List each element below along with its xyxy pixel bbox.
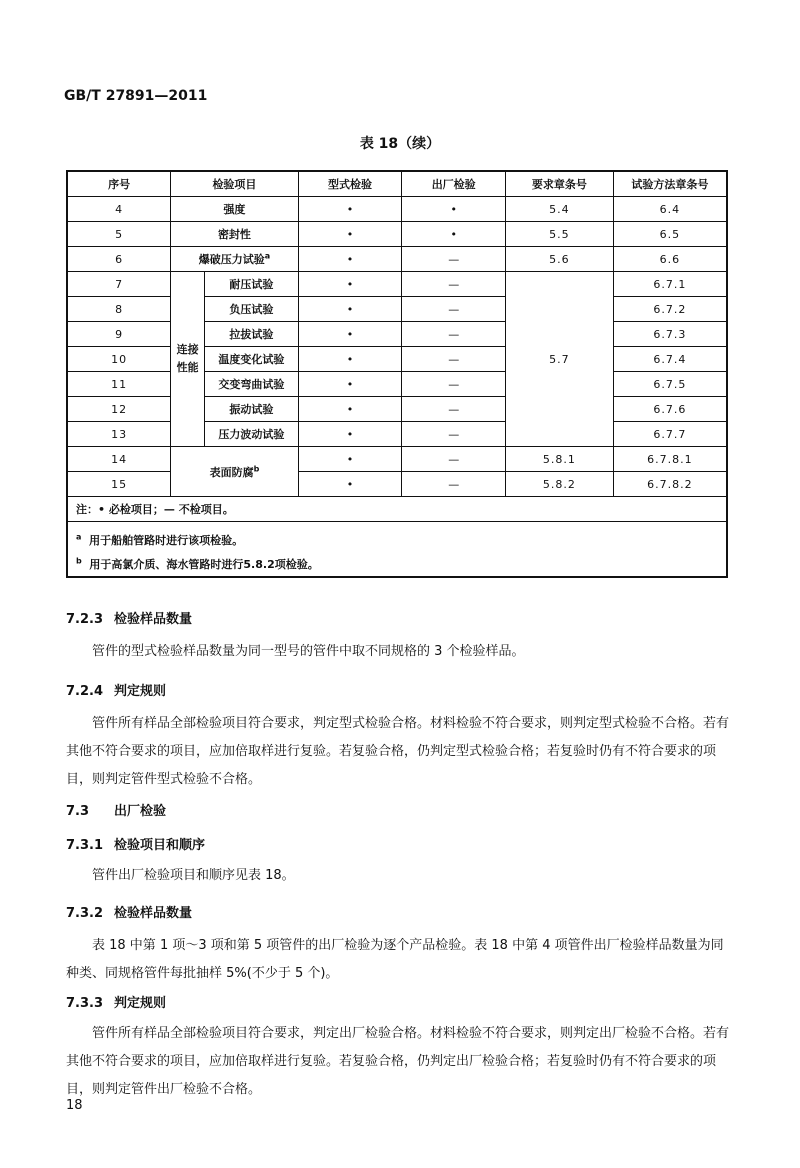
row-factory-test: — [402, 397, 506, 422]
section-title: 判定规则 [114, 996, 167, 1011]
row-item: 耐压试验 [205, 272, 299, 297]
row-method: 6.7.3 [613, 322, 727, 347]
row-no: 7 [67, 272, 171, 297]
table-row [67, 247, 727, 272]
row-req: 5.6 [506, 247, 614, 272]
header-factory-test: 出厂检验 [402, 171, 506, 197]
section-number: 7.3.1 [66, 838, 104, 853]
row-no: 10 [67, 347, 171, 372]
row-req: 5.5 [506, 222, 614, 247]
row-type-test: • [298, 372, 402, 397]
section-title: 检验项目和顺序 [114, 838, 206, 853]
row-type-test: • [298, 447, 402, 472]
header-item: 检验项目 [171, 171, 299, 197]
row-type-test: • [298, 197, 402, 222]
row-factory-test: — [402, 422, 506, 447]
table-header-row [67, 171, 727, 197]
section-number: 7.2.3 [66, 612, 104, 627]
table-row [67, 422, 727, 447]
row-item: 密封性 [171, 222, 299, 247]
table-row [67, 272, 727, 297]
footnote-mark-a: a [264, 251, 271, 261]
row-type-test: • [298, 322, 402, 347]
row-no: 12 [67, 397, 171, 422]
row-item: 振动试验 [205, 397, 299, 422]
row-no: 9 [67, 322, 171, 347]
row-item: 温度变化试验 [205, 347, 299, 372]
section-number: 7.3.3 [66, 996, 104, 1011]
row-item: 拉拔试验 [205, 322, 299, 347]
row-method: 6.7.2 [613, 297, 727, 322]
row-no: 13 [67, 422, 171, 447]
row-method: 6.4 [613, 197, 727, 222]
header-req: 要求章条号 [506, 171, 614, 197]
row-factory-test: — [402, 297, 506, 322]
section-body-7-2-3: 管件的型式检验样品数量为同一型号的管件中取不同规格的 3 个检验样品。 [92, 644, 525, 659]
section-heading-7-3-2 [66, 902, 192, 921]
header-type-test: 型式检验 [298, 171, 402, 197]
row-factory-test: — [402, 447, 506, 472]
table-note: 注：• 必检项目；— 不检项目。 [67, 497, 727, 522]
header-method: 试验方法章条号 [613, 171, 727, 197]
row-type-test: • [298, 347, 402, 372]
section-heading-7-3-3 [66, 992, 166, 1011]
footnote-a-text: 用于船舶管路时进行该项检验。 [89, 534, 244, 547]
group-label-surface-text: 表面防腐 [209, 465, 254, 479]
section-body-7-3-3: 管件所有样品全部检验项目符合要求，判定出厂检验合格。材料检验不符合要求，则判定出厂检验不合格。若有其他不符合要求的项目，应加倍取样进行复验。若复验合格，仍判定出厂检验合格；若复验时仍有不符合要求的项目，则判定管件出厂检验不合格。 [66, 1026, 730, 1097]
row-no: 6 [67, 247, 171, 272]
row-method: 6.6 [613, 247, 727, 272]
row-item [171, 247, 299, 272]
inspection-table [66, 170, 728, 578]
table-caption: 表 18（续） [359, 136, 441, 152]
group-label-connection: 连接 性能 [171, 272, 205, 447]
section-number: 7.3 [66, 804, 90, 819]
table-row [67, 447, 727, 472]
row-item: 交变弯曲试验 [205, 372, 299, 397]
table-row [67, 197, 727, 222]
section-title: 检验样品数量 [114, 906, 193, 921]
section-body-7-3-2: 表 18 中第 1 项～3 项和第 5 项管件的出厂检验为逐个产品检验。表 18 中第 4 项管件出厂检验样品数量为同种类、同规格管件每批抽样 5%(不少于 5 个)。 [66, 938, 724, 981]
row-item: 负压试验 [205, 297, 299, 322]
section-body-7-3-1: 管件出厂检验项目和顺序见表 18。 [92, 868, 295, 883]
row-type-test: • [298, 397, 402, 422]
row-type-test: • [298, 422, 402, 447]
table-row [67, 372, 727, 397]
row-type-test: • [298, 247, 402, 272]
group-label-surface [171, 447, 299, 497]
group-req-connection: 5.7 [506, 272, 614, 447]
row-method: 6.5 [613, 222, 727, 247]
row-type-test: • [298, 222, 402, 247]
row-factory-test: — [402, 347, 506, 372]
row-factory-test: • [402, 197, 506, 222]
row-no: 11 [67, 372, 171, 397]
section-heading-7-3-1 [66, 834, 205, 853]
footnote-b [67, 552, 727, 577]
row-no: 5 [67, 222, 171, 247]
table-row [67, 472, 727, 497]
footnote-row [67, 522, 727, 553]
row-no: 4 [67, 197, 171, 222]
row-factory-test: — [402, 372, 506, 397]
section-title: 检验样品数量 [114, 612, 193, 627]
row-method: 6.7.6 [613, 397, 727, 422]
header-no: 序号 [67, 171, 171, 197]
row-method: 6.7.8.2 [613, 472, 727, 497]
row-item: 强度 [171, 197, 299, 222]
page-number: 18 [66, 1098, 83, 1113]
row-no: 14 [67, 447, 171, 472]
section-body-7-2-4: 管件所有样品全部检验项目符合要求，判定型式检验合格。材料检验不符合要求，则判定型式检验不合格。若有其他不符合要求的项目，应加倍取样进行复验。若复验合格，仍判定型式检验合格；若复验时仍有不符合要求的项目，则判定管件型式检验不合格。 [66, 716, 730, 787]
section-title: 出厂检验 [114, 804, 167, 819]
table-row [67, 397, 727, 422]
row-item: 压力波动试验 [205, 422, 299, 447]
row-factory-test: — [402, 322, 506, 347]
section-heading-7-2-4 [66, 680, 166, 699]
row-method: 6.7.1 [613, 272, 727, 297]
row-factory-test: — [402, 247, 506, 272]
footnote-b-mark: b [76, 556, 82, 566]
row-method: 6.7.8.1 [613, 447, 727, 472]
row-req: 5.4 [506, 197, 614, 222]
row-type-test: • [298, 272, 402, 297]
section-number: 7.3.2 [66, 906, 104, 921]
footnote-b-text: 用于高氯介质、海水管路时进行5.8.2项检验。 [89, 558, 319, 571]
row-no: 15 [67, 472, 171, 497]
row-method: 6.7.5 [613, 372, 727, 397]
footnote-row [67, 552, 727, 577]
row-req: 5.8.2 [506, 472, 614, 497]
row-method: 6.7.7 [613, 422, 727, 447]
section-heading-7-3 [66, 800, 166, 819]
footnote-a [67, 522, 727, 553]
row-factory-test: — [402, 472, 506, 497]
table-row [67, 347, 727, 372]
row-type-test: • [298, 297, 402, 322]
table-row [67, 297, 727, 322]
footnote-mark-b: b [253, 463, 260, 473]
row-type-test: • [298, 472, 402, 497]
table-note-row [67, 497, 727, 522]
section-number: 7.2.4 [66, 684, 104, 699]
table-row [67, 322, 727, 347]
section-title: 判定规则 [114, 684, 167, 699]
standard-code: GB/T 27891—2011 [64, 88, 208, 104]
section-heading-7-2-3 [66, 608, 192, 627]
row-req: 5.8.1 [506, 447, 614, 472]
table-row [67, 222, 727, 247]
row-item-text: 爆破压力试验 [198, 253, 265, 266]
row-factory-test: • [402, 222, 506, 247]
row-factory-test: — [402, 272, 506, 297]
footnote-a-mark: a [76, 532, 82, 542]
row-method: 6.7.4 [613, 347, 727, 372]
row-no: 8 [67, 297, 171, 322]
